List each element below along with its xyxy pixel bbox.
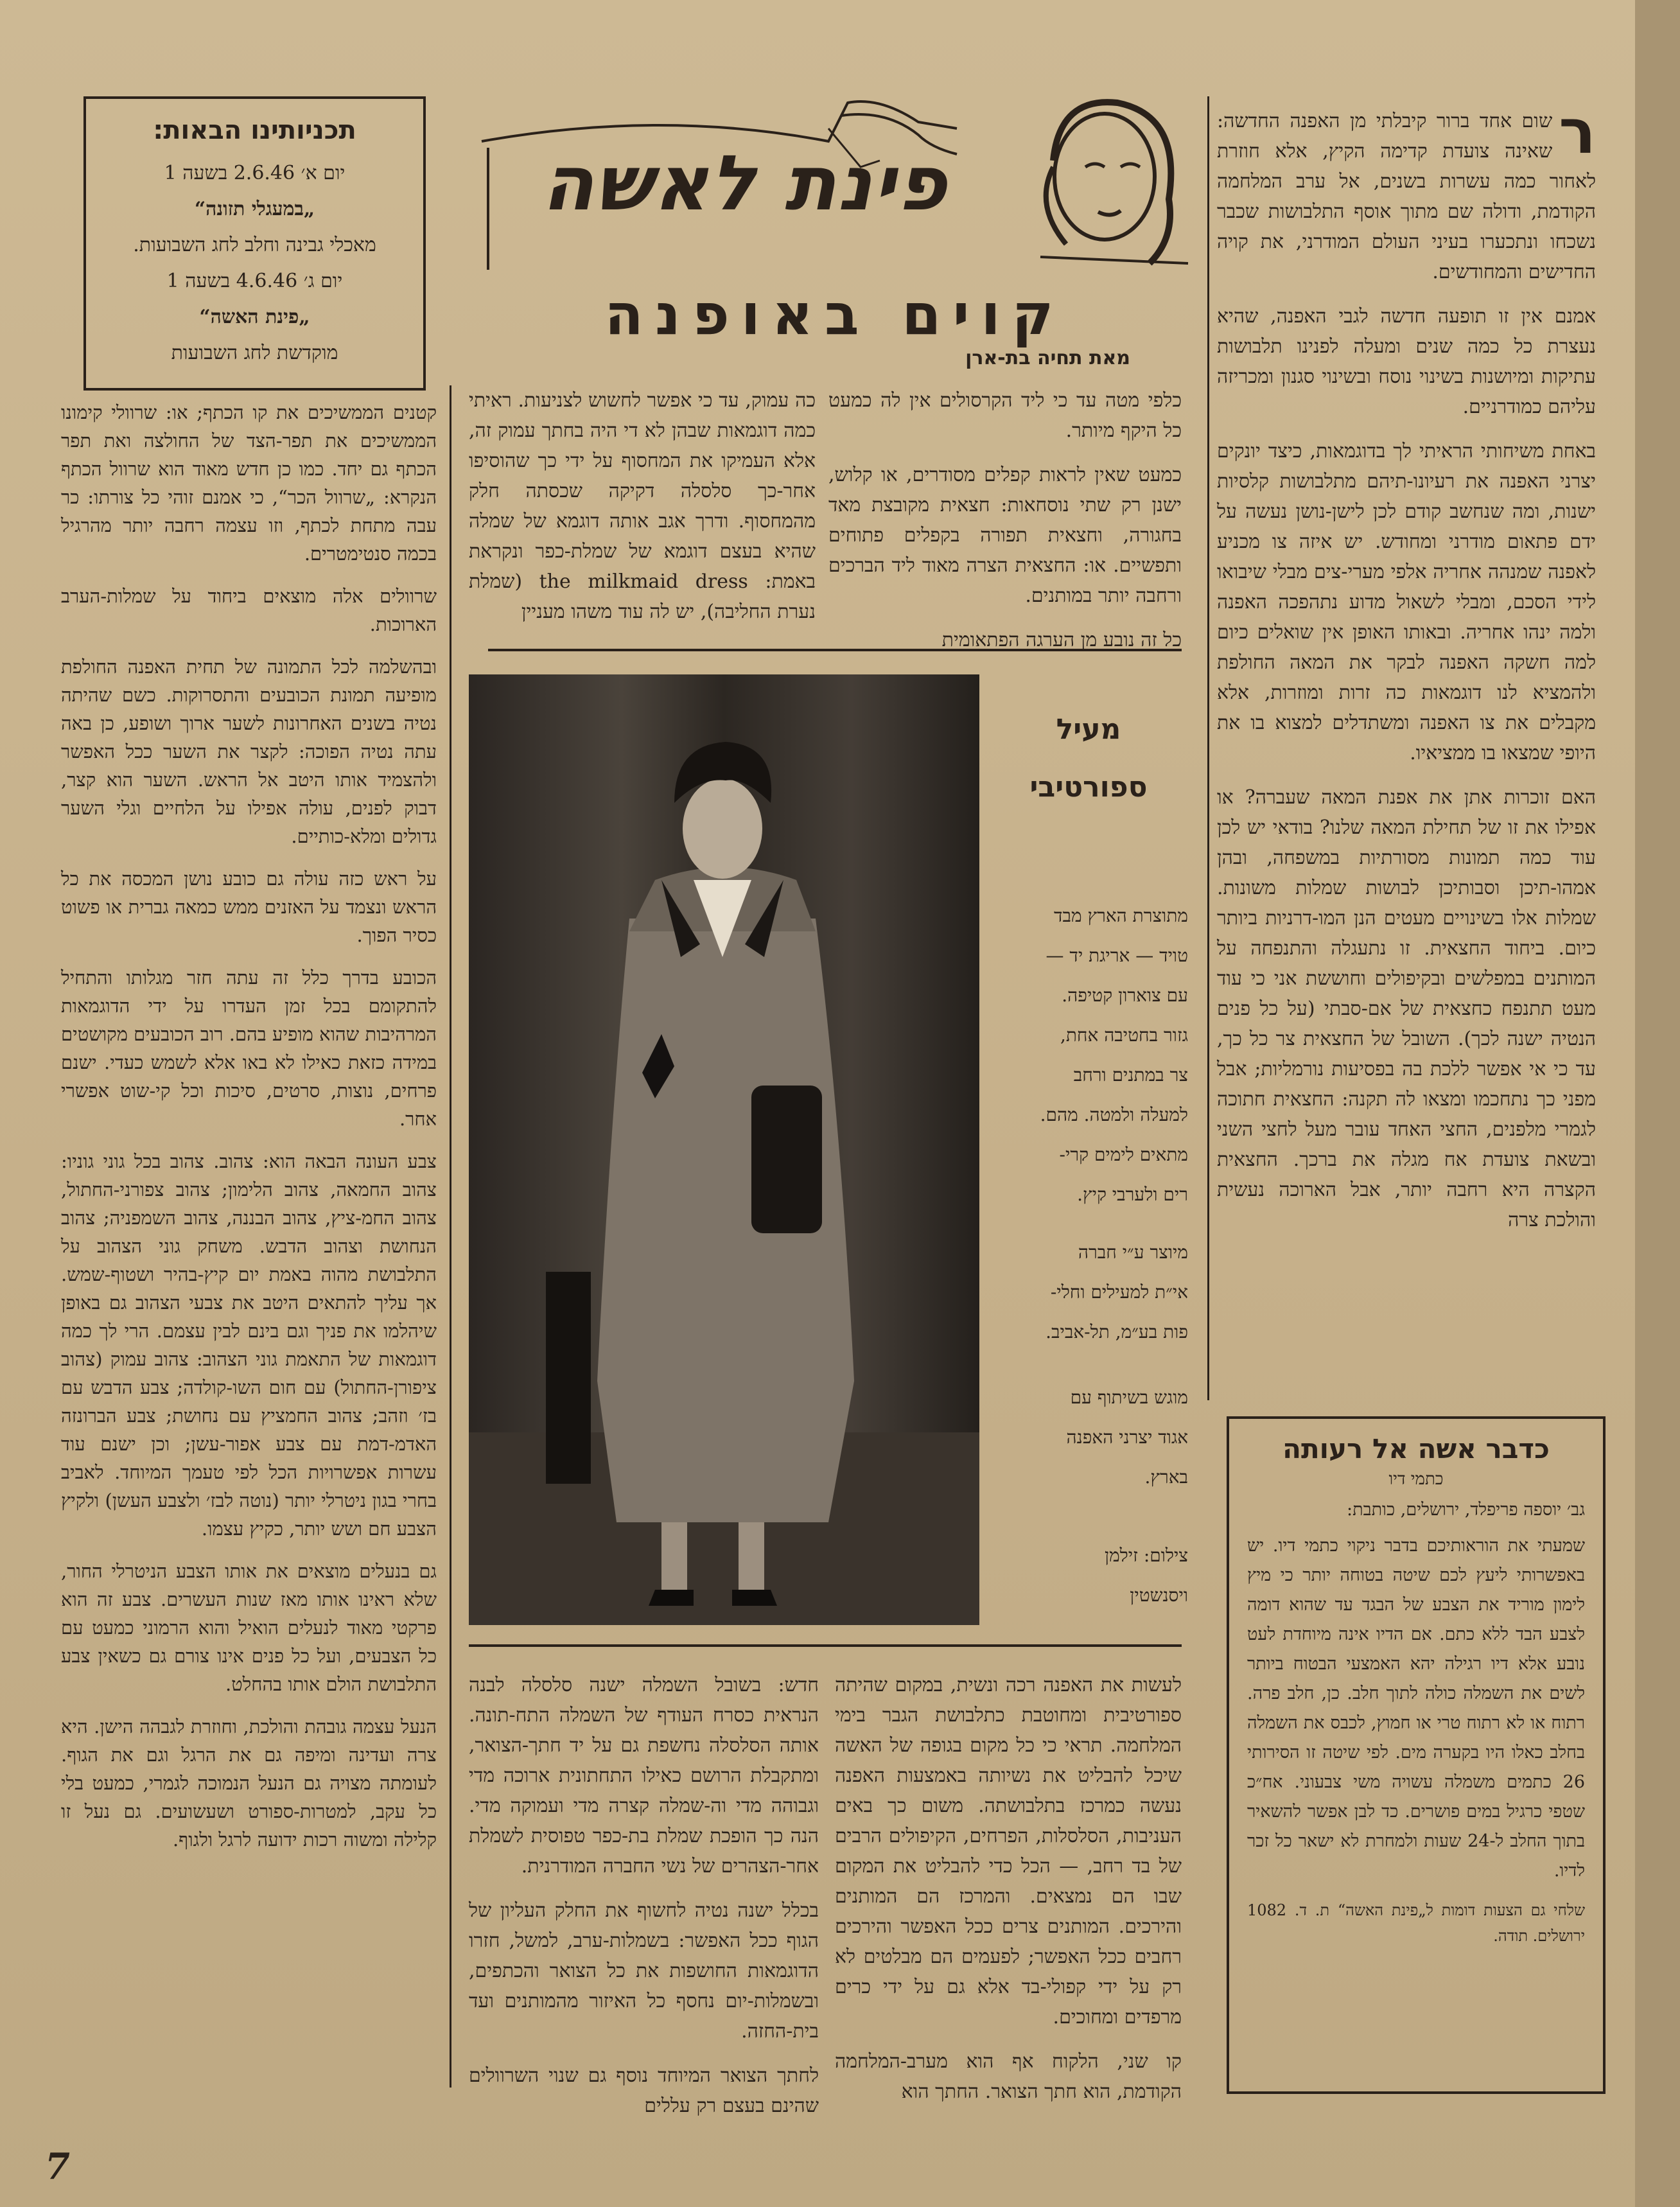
middle-column-b (469, 385, 816, 641)
photo-bottom-rule (469, 1644, 1182, 1647)
page-number: 7 (45, 2145, 70, 2188)
advice-body: שמעתי את הוראותיכם בדבר ניקוי כתמי דיו. יש באפשרותי ליעץ לכם שיטה בטוחה יותר כי מיץ לימון מוריד את הצבע של הבגד עד שהוא דומה לצבע הבד ללא כתם. אם הדיו אינה מיוחדת לעט נובע אלא דיו רגילה יהא האמצעי הבטוח ביותר לשים את השמלה כולה לתוך חלב. כן, חלב פרה. רתוח או לא רתוח טרי או חמוץ, לכבס את השמלה בחלב כאלו היו בקערה מים. לפי שיטה זו הסירותי 26 כתמים משמלה עשויה משי צבעוני. אח״כ שטפי כרגיל במים פושרים. כד לבן אפשר להשאיר בתוך החלב ל-24 שעות ולמחרת לא ישאר כל זכר לדיו. (1247, 1536, 1586, 1881)
left-paragraph: שרוולים אלה מוצאים ביחוד על שמלות-הערב הארוכות. (61, 585, 437, 635)
page-edge (1635, 0, 1680, 2207)
schedule-line-1: יום א׳ 2.6.46 בשעה 1 (164, 162, 346, 184)
advice-box (1227, 1416, 1606, 2094)
bottom-paragraph: חדש: בשובל השמלה ישנה סלסלה לבנה הנראית כסרח העודף של השמלה התח-תונה. אותה הסלסלה נחשפת גם על יד חתך-הצואר, ומתקבלת הרושם כאילו התחתונית ארוכה מדי וגבוהה מדי וה-שמלה קצרה מדי ועמוקה מדי. הנה כך הופכת שמלת בת-כפר טפוסית לשמלת אחר-הצהרים של נשי החברה המודרנית. (469, 1674, 819, 1877)
caption-line: עם צוארון קטיפה. (1062, 985, 1188, 1006)
advice-title: כדבר אשה אל רעותה (1282, 1433, 1550, 1464)
schedule-line-5: „פינת האשה“ (199, 306, 310, 328)
left-paragraph: ובהשלמה לכל התמונה של תחית האפנה החולפת מופיעה תמונת הכובעים והתסרוקות. כשם שהיתה נטיה בשנים האחרונות לשער ארוך ושופע, כן באה עתה נטיה הפוכה: לקצר את השער ככל האפשר ולהצמיד אותו היטב אל הראש. השער הוא קצר, דבוק לפנים, עולה אפילו על הלחיים וגלי השער גדולים ומלא-כותיים. (61, 656, 437, 847)
bottom-paragraph: לחתך הצואר המיוחד נוסף גם שנוי השרוולים שהינם בעצם רק עללים (469, 2064, 819, 2117)
photo-caption (1002, 896, 1188, 1615)
caption-line: גזור בחטיבה אחת, (1060, 1024, 1188, 1046)
woman-in-coat-photo-icon (469, 674, 979, 1625)
middle-column-a (828, 385, 1182, 669)
right-paragraph: אמנם אין זו תופעה חדשה לגבי האפנה, שהיא נעצרת כל כמה שנים ומעלה לפנינו תלבושות עתיקות ומיושנות בשינוי נוסח ובשינוי סגנון ומכריזה עליהם כמודרניים. (1217, 305, 1596, 418)
left-paragraph: הכובע בדרך כלל זה עתה חזר מגלותו והתחיל להתקומם בכל זמן העדרו על ידי הדוגמאות המרהיבות שהוא מופיע בהם. רוב הכובעים מקושטים במידה כזאת כאילו לא באו אלא לשמש כעדי. ישנם פרחים, נוצות, סרטים, סיכות וכל קי-שוט אפשרי אחר. (61, 967, 437, 1130)
column-title: פינת לאשה (541, 139, 949, 227)
maker-line: מיוצר ע״י חברה (1078, 1242, 1188, 1263)
schedule-line-3: מאכלי גבינה וחלב לחג השבועות. (133, 234, 376, 256)
column-rule (450, 385, 451, 2088)
schedule-line-2: „במעגלי תזונה“ (194, 198, 315, 220)
fashion-photo (469, 674, 979, 1625)
middle-paragraph: כמעט שאין לראות קפלים מסודרים, או קלוש, ישנן רק שתי נוסחאות: חצאית מקובצת מאד בחגורה, וחצאית תפורה בקפלים פתוחים ותפשיים. או: החצאית הצרה מאוד ליד הברכים ורחבה יותר במותנים. (828, 464, 1182, 607)
caption-line: רים ולערבי קיץ. (1077, 1184, 1188, 1205)
schedule-title: תכניותינו הבאות: (153, 116, 356, 145)
advice-from: גב׳ יוספה פריפלד, ירושלים, כותבת: (1347, 1500, 1585, 1520)
caption-line: מתוצרת הארץ מבד (1054, 905, 1188, 926)
courtesy-line: מוגש בשיתוף עם (1070, 1387, 1188, 1408)
schedule-box (83, 96, 426, 391)
article-title: קוים באופנה (604, 281, 1065, 347)
drop-cap: ר (1559, 96, 1596, 168)
left-paragraph: גם בנעלים מוצאים את אותו הצבע הניטרלי החור, שלא ראינו אותו מאז שנות העשרים. צבע זה הוא פרקטי מאוד לנעלים הואיל והוא הרמוני כמעט עם כל הצבעים, ועל כל פנים אינו צורם גם כשאין צבע התלבושת הולם אותו בהחלט. (61, 1560, 437, 1695)
middle-paragraph: כלפי מטה עד כי ליד הקרסולים אין לה כמעט כל היקף מיותר. (828, 389, 1182, 442)
right-paragraph: האם זוכרות אתן את אפנת המאה שעברה? או אפילו את זו של תחילת המאה שלנו? בודאי יש לכן עוד כמה תמונות מסורתיות במשפחה, ובהן אמהו-תיכן וסבותיכן לבושות שמלות משונות. שמלות אלו בשינויים מעטים הנן המו-דרניות ביותר כיום. ביחוד החצאית. זו נתעגלה והתנפחה על המותנים במפלשים ובקיפולים וחוששת אני כי עוד מעט תתנפח כחצאית של אם-סבתי (על כל פנים הנטיה ישנה לכך). השובל של החצאית צר כל כך, עד כי אי אפשר ללכת בה בפסיעות נורמליות; אבל מפני כך נתחכמו ומצאו לה תקנה: החצאית חתוכה לגמרי מלפנים, החצי האחד עובר מעל לחצי השני ובשאת צועדת אח מגלה את ברכך. החצאית הקצרה היא רחבה יותר, אבל הארוכה נעשית והולכת צרה (1217, 786, 1596, 1231)
schedule-line-4: יום ג׳ 4.6.46 בשעה 1 (166, 270, 343, 292)
bottom-paragraph: קו שני, הלקוח אף הוא מערב-המלחמה הקודמת, הוא חתך הצואר. החתך הוא (835, 2050, 1182, 2103)
column-header-logo (469, 90, 1201, 276)
caption-line: למעלה ולמטה. מהם. (1040, 1104, 1188, 1125)
caption-line: מתאים לימים קרי- (1059, 1144, 1188, 1165)
byline: מאת תחיה בת-ארן (965, 347, 1130, 369)
schedule-line-6: מוקדשת לחג השבועות (171, 342, 338, 364)
maker-line: פות בע״מ, תל-אביב. (1046, 1321, 1188, 1342)
advice-subtitle: כתמי דיו (1388, 1470, 1444, 1489)
photo-caption-title-1: מעיל (1056, 713, 1121, 746)
left-paragraph: על ראש כזה עולה גם כובע נושן המכסה את כל הראש ונצמד על האזנים ממש כמאה גברית או פשוט כסיר הפוך. (61, 868, 437, 946)
right-column (1217, 96, 1596, 1249)
caption-line: צר במתנים ורחב (1073, 1064, 1188, 1086)
maker-line: אי״ת למעילים וחלי- (1050, 1281, 1188, 1303)
right-paragraph: שום אחד ברור קיבלתי מן האפנה החדשה: שאינה צועדת קדימה הקיץ, אלא חוזרת לאחור כמה עשרות בשנים, אל ערב המלחמה הקודמת, ודולה שם מתוך אוסף התלבושות שכבר נשכחו ונתכערו בעיני העולם המודרני, את קויה החדישים והמחודשים. (1217, 110, 1596, 283)
courtesy-line: אגוד יצרני האפנה (1066, 1427, 1188, 1448)
left-paragraph: קטנים הממשיכים את קו הכתף; או: שרוולי קימונו הממשיכים את תפר-הצד של החולצה ואת תפר הכתף גם יחד. כמו כן חדש מאוד הוא שרוול הכתף הנקרא: „שרוול הכר“, כי אמנם זוהי כל צורתו: כר עבה מתחת לכתף, וזו עצמה רחבה יותר מהרגיל בכמה סנטימטרים. (61, 401, 437, 565)
photo-caption-title-2: ספורטיבי (1029, 771, 1148, 804)
middle-paragraph: כה עמוק, עד כי אפשר לחשוש לצניעות. ראיתי כמה דוגמאות שבהן לא די היה בחתך עמוק זה, אלא העמיקו את המחסוף על ידי כך שהוסיפו אחר-כך סלסלה דקיקה שכסתה חלק מהמחסוף. ודרך אגב אותה דוגמא של שמלה שהיא בעצם דוגמא של שמלת-כפר ונקראת באמת: the milkmaid dress (שמלת נערת החליבה), יש לה עוד משהו מעניין (469, 389, 816, 623)
left-paragraph: הנעל עצמה גובהת והולכת, וחוזרת לגבהה הישן. היא צרה ועדינה ומיפה גם את הרגל וגם את הגוף. לעומתה מצויה גם הנעל הנמוכה לגמרי, כמעט בלי כל עקב, למטרות-ספורט ושעשועים. גם נעל זו קלילה ומשוה רכות ידועה לרגל ולגוף. (61, 1716, 437, 1851)
photo-credit: צילום: זילמן (1104, 1545, 1188, 1566)
left-column (61, 398, 437, 1868)
photo-credit: ויסנשטין (1130, 1585, 1188, 1606)
column-rule (1207, 96, 1209, 1400)
left-paragraph: צבע העונה הבאה הוא: צהוב. צהוב בכל גוני גוניו: צהוב החמאה, צהוב הלימון; צהוב צפורני-החתול, צהוב החמ-ציץ, צהוב הבננה, צהוב השמפניה; צהוב הנחושת וצהוב הדבש. משחק גוני הצהוב על התלבושת מהוה באמת יום קיץ-בהיר ושטוף-שמש. אך עליך להתאים היטב את צבעי הצהוב גם באופן שיהלמו את פניך וגם בינם לבין עצמם. הרי לך כמה דוגמאות של התאמת גוני הצהוב: צהוב עמוק (צהוב ציפורן-החתול) עם חום השו-קולדה; צבע הדבש עם בז׳ וזהב; צהוב החמציץ עם נחושת; צבע הברונזה האדמ-דמת עם צבע אפור-עשן; וכן ישנם עוד עשרות אפשרויות הכל לפי טעמך המיוחד. לאביב בחרי בגון ניטרלי יותר (נוטה לבז׳ ולצבע העשן) ולקיץ הצבע חם ושש יותר, כקיץ עצמו. (61, 1150, 437, 1540)
courtesy-line: בארץ. (1144, 1466, 1188, 1488)
bottom-column-1 (835, 1670, 1182, 2121)
bottom-column-2 (469, 1670, 819, 2135)
caption-line: טויד — אריגת יד — (1046, 945, 1188, 966)
bottom-paragraph: בכלל ישנה נטיה לחשוף את החלק העליון של הגוף ככל האפשר: בשמלות-ערב, למשל, חזרו הדוגמאות החושפות את כל הצואר והכתפים, ובשמלות-יום נחסף כל האיזור מהמותנים ועד בית-החזה. (469, 1899, 819, 2043)
right-paragraph: באחת משיחותי הראיתי לך בדוגמאות, כיצד יונקים יצרני האפנה את רעיונו-תיהם מתלבושות קלסיות ישנות, ומה שנחשב קודם לכן לישן-נושן נעשה על ידם פתאום מודרני ומחודש. יש איזה צו מכניע לאפנה שמנהה אחריה אלפי מערי-צים מבלי שיבואו לידי הסכם, ומבלי לשאול מדוע נתהפכה האפנה ולמה ינהו אחריה. ובאותו האופן אין שואלים כיום למה חשקה האפנה לבקר את המאה החולפת ולהמציא לנו דוגמאות כה זרות ומוזרות, אלא מקבלים את צו האפנה ומשתדלים למצוא בו את היופי שמצאו בו ממציאיו. (1217, 440, 1596, 764)
bottom-paragraph: לעשות את האפנה רכה ונשית, במקום שהיתה ספורטיבית ומחוטבת כתלבושת הגבר בימי המלחמה. תראי כי כל מקום בגופה של האשה שיכל להבליט את נשיותה באמצעות האפנה נעשה כמרכז בתלבושתה. משום כך באים העניבות, הסלסלות, הפרחים, הקיפולים הרבים של בד רחב, — הכל כדי להבליט את המקום שבו הם נמצאים. והמרכז הם המותנים והירכים. המותנים צרים ככל האפשר והירכים רחבים ככל האפשר; לפעמים הם מבלטים לא רק על ידי קפולי-בד אלא גם על ידי כרים מרפדים ומחוכים. (835, 1674, 1182, 2028)
advice-footer: שלחי גם הצעות דומות ל„פינת האשה“ ת. ד. 1082 ירושלים. תודה. (1247, 1901, 1585, 1945)
middle-paragraph: כל זה נובע מן הערגה הפתאומית (941, 629, 1182, 651)
